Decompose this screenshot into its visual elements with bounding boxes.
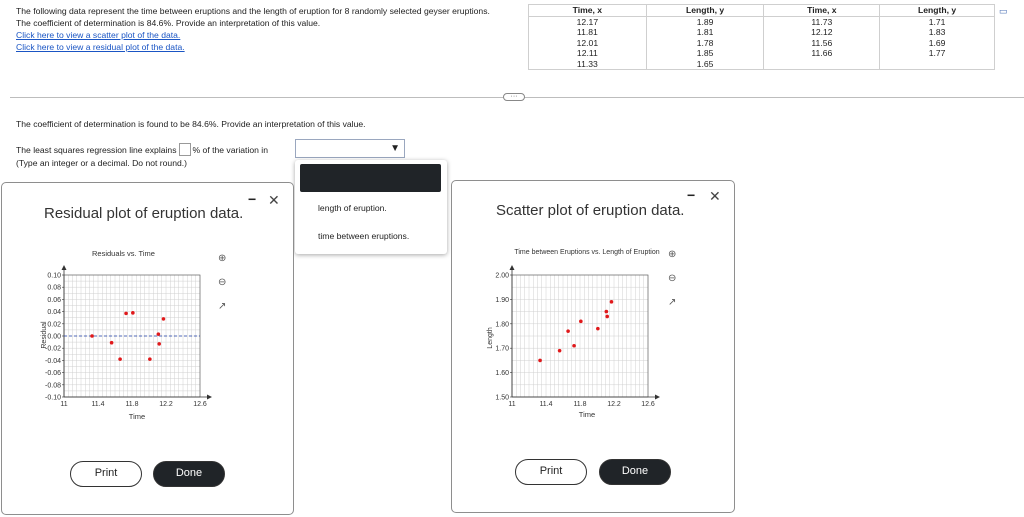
data-point — [538, 359, 542, 363]
y-tick-label: -0.06 — [45, 370, 61, 378]
scatter-chart — [482, 243, 692, 419]
intro-text: The following data represent the time between eruptions and the length of eruption for 8 randomly selected geyser eruptions. The coefficient of determination is 84.6%. Provide an interpretation of this value. — [16, 6, 490, 28]
data-point — [558, 349, 562, 353]
table-cell: 11.56 — [764, 38, 880, 49]
data-point — [157, 342, 161, 346]
data-point — [131, 311, 135, 315]
data-point — [610, 300, 614, 304]
y-tick-label: 0.06 — [47, 296, 61, 304]
x-tick-label: 12.2 — [607, 401, 621, 408]
data-point — [566, 329, 570, 333]
table-cell: 1.89 — [646, 16, 764, 27]
data-point — [579, 320, 583, 324]
data-point — [605, 310, 609, 314]
data-point — [162, 317, 166, 321]
y-tick-label: 1.60 — [495, 370, 509, 378]
dropdown-option-blank[interactable] — [300, 164, 441, 192]
y-tick-label: 0.00 — [47, 333, 61, 341]
y-tick-label: 1.90 — [495, 296, 509, 304]
print-button[interactable]: Print — [515, 459, 587, 485]
table-header: Time, x — [529, 5, 647, 17]
x-axis-label: Time — [128, 412, 146, 421]
x-tick-label: 12.6 — [193, 401, 207, 408]
data-point — [124, 312, 128, 316]
chart-title: Residuals vs. Time — [92, 249, 155, 258]
open-new-window-icon[interactable]: ↗ — [668, 297, 677, 308]
minimize-icon[interactable]: − — [687, 187, 696, 203]
zoom-out-icon[interactable]: ⊖ — [218, 277, 227, 288]
open-new-window-icon[interactable]: ↗ — [218, 301, 227, 312]
y-axis-arrow — [510, 265, 515, 270]
y-tick-label: -0.04 — [45, 357, 61, 365]
percent-input[interactable] — [179, 143, 191, 156]
data-point — [90, 334, 94, 338]
table-cell: 1.77 — [880, 48, 995, 59]
table-row — [529, 16, 995, 27]
table-cell: 11.66 — [764, 48, 880, 59]
residual-window-title: Residual plot of eruption data. — [44, 205, 244, 222]
data-point — [118, 357, 122, 361]
table-cell: 1.81 — [646, 27, 764, 38]
table-cell: 11.73 — [764, 16, 880, 27]
answer-row — [16, 143, 268, 156]
table-row — [529, 38, 995, 49]
x-axis-arrow — [207, 395, 212, 400]
print-button[interactable]: Print — [70, 461, 142, 487]
y-axis-arrow — [62, 265, 67, 270]
table-cell: 1.69 — [880, 38, 995, 49]
scatter-plot-link[interactable]: Click here to view a scatter plot of the data. — [16, 30, 181, 40]
zoom-in-icon[interactable]: ⊕ — [218, 253, 227, 264]
table-row — [529, 59, 995, 70]
table-cell: 1.85 — [646, 48, 764, 59]
dropdown-arrow-icon: ▼ — [390, 143, 400, 154]
data-point — [110, 341, 114, 345]
data-point — [157, 332, 161, 336]
y-tick-label: -0.08 — [45, 382, 61, 390]
data-point — [148, 357, 152, 361]
x-tick-label: 12.6 — [641, 401, 655, 408]
y-axis-label: Length — [487, 327, 494, 349]
close-icon[interactable]: ✕ — [709, 188, 721, 204]
residual-plot-area — [45, 265, 212, 408]
y-tick-label: 0.08 — [47, 284, 61, 292]
x-axis-arrow — [655, 395, 660, 400]
intro-block — [16, 5, 506, 53]
table-cell: 1.71 — [880, 16, 995, 27]
table-header: Time, x — [764, 5, 880, 17]
x-axis-label: Time — [578, 410, 596, 419]
expand-divider-button[interactable]: ··· — [503, 93, 525, 101]
table-cell: 12.17 — [529, 16, 647, 27]
copy-table-icon[interactable]: ▭ — [999, 6, 1008, 16]
dropdown-option-length[interactable]: length of eruption. — [318, 203, 387, 213]
data-point — [596, 327, 600, 331]
y-axis-label: Residual — [41, 321, 48, 349]
table-cell: 11.81 — [529, 27, 647, 38]
y-tick-label: 0.04 — [47, 309, 61, 317]
data-point — [605, 315, 609, 319]
y-tick-label: -0.10 — [45, 394, 61, 402]
x-tick-label: 11 — [508, 401, 516, 408]
residual-plot-window — [1, 182, 294, 515]
table-header: Length, y — [646, 5, 764, 17]
table-cell — [764, 59, 880, 70]
table-cell: 12.12 — [764, 27, 880, 38]
y-tick-label: 1.50 — [495, 394, 509, 402]
answer-prefix: The least squares regression line explains — [16, 144, 177, 155]
chart-title: Time between Eruptions vs. Length of Eruption — [514, 249, 660, 256]
scatter-window-title: Scatter plot of eruption data. — [496, 202, 685, 219]
y-tick-label: 0.02 — [47, 321, 61, 329]
dropdown-menu — [295, 160, 447, 254]
table-header: Length, y — [880, 5, 995, 17]
y-tick-label: 2.00 — [495, 272, 509, 280]
y-tick-label: 1.70 — [495, 345, 509, 353]
data-table — [528, 4, 995, 70]
table-cell: 11.33 — [529, 59, 647, 70]
table-cell: 1.65 — [646, 59, 764, 70]
question-text: The coefficient of determination is found to be 84.6%. Provide an interpretation of this value. — [16, 119, 366, 129]
table-cell: 12.01 — [529, 38, 647, 49]
scatter-plot-area — [495, 265, 660, 408]
x-tick-label: 11.4 — [539, 401, 553, 408]
table-row — [529, 27, 995, 38]
y-tick-label: -0.02 — [45, 345, 61, 353]
minimize-icon[interactable]: − — [248, 191, 257, 207]
x-tick-label: 11.8 — [125, 401, 139, 408]
answer-suffix: % of the variation in — [192, 144, 268, 155]
table-cell: 12.11 — [529, 48, 647, 59]
dropdown-option-time[interactable]: time between eruptions. — [318, 231, 410, 241]
data-point — [572, 344, 576, 348]
x-tick-label: 12.2 — [159, 401, 173, 408]
residual-plot-link[interactable]: Click here to view a residual plot of the data. — [16, 42, 185, 52]
y-tick-label: 1.80 — [495, 321, 509, 329]
answer-hint: (Type an integer or a decimal. Do not round.) — [16, 158, 188, 168]
zoom-out-icon[interactable]: ⊖ — [668, 273, 677, 284]
table-cell — [880, 59, 995, 70]
y-tick-label: 0.10 — [47, 272, 61, 280]
scatter-plot-window — [451, 180, 735, 513]
x-tick-label: 11.4 — [91, 401, 105, 408]
variation-dropdown[interactable] — [295, 139, 405, 158]
close-icon[interactable]: ✕ — [268, 192, 280, 208]
x-tick-label: 11.8 — [573, 401, 587, 408]
table-row — [529, 48, 995, 59]
residual-chart — [32, 245, 242, 421]
table-cell: 1.83 — [880, 27, 995, 38]
x-tick-label: 11 — [60, 401, 68, 408]
done-button[interactable]: Done — [599, 459, 671, 485]
table-cell: 1.78 — [646, 38, 764, 49]
done-button[interactable]: Done — [153, 461, 225, 487]
zoom-in-icon[interactable]: ⊕ — [668, 249, 677, 260]
